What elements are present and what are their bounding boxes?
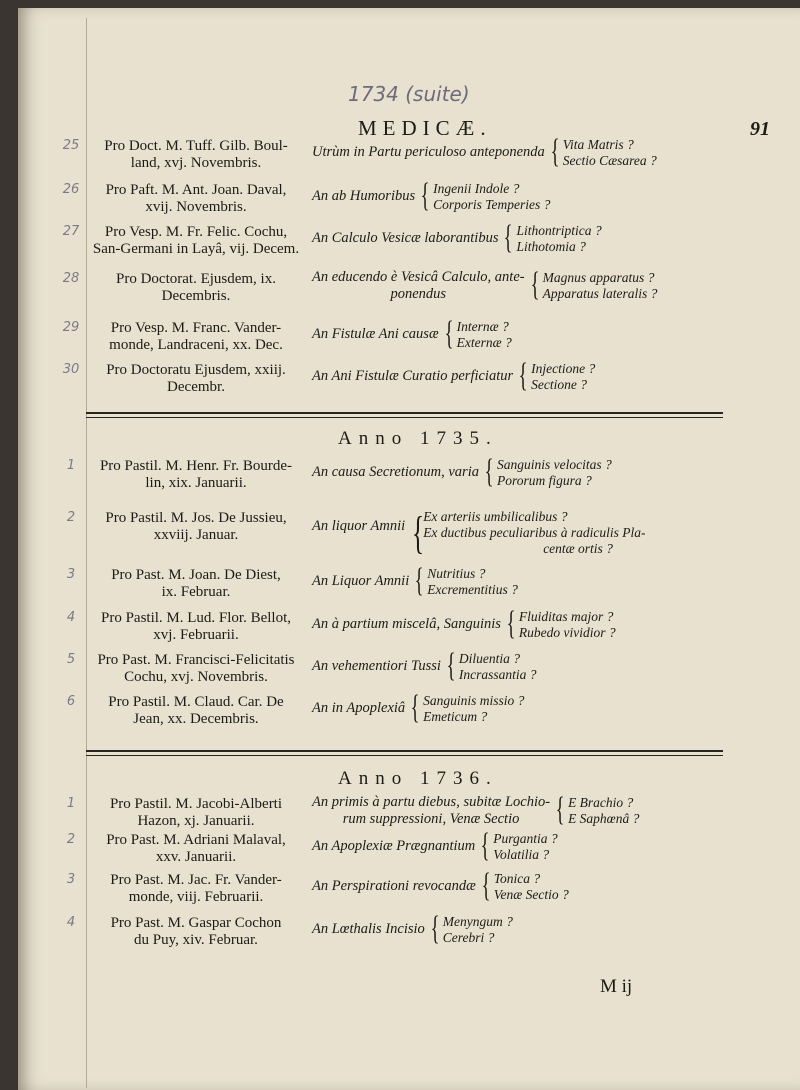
entry-options <box>568 795 639 827</box>
entry-options <box>493 831 557 863</box>
entry-defendant <box>86 510 306 544</box>
option-line: Excrementitius ? <box>427 582 518 597</box>
option-line: Ex arteriis umbilicalibus ? <box>423 509 568 524</box>
question-line: An educendo è Vesicâ Calculo, ante- <box>312 269 525 285</box>
document-page <box>18 8 800 1090</box>
defendant-line: Pro Pastil. M. Henr. Fr. Bourde- <box>99 458 293 474</box>
option-line: Internæ ? <box>456 319 509 334</box>
entry-defendant <box>86 271 306 305</box>
margin-number: 29 <box>62 320 80 335</box>
brace-glyph: { <box>412 507 425 558</box>
option-line: Injectione ? <box>531 361 596 376</box>
entry-row <box>18 689 800 736</box>
entry-options <box>531 361 595 393</box>
brace-glyph: { <box>506 605 516 642</box>
entry-defendant <box>86 182 306 216</box>
question-line: An liquor Amnii <box>312 518 406 534</box>
entry-defendant <box>86 458 306 492</box>
option-line: Nutritius ? <box>427 566 486 581</box>
entry-defendant <box>86 832 306 866</box>
question-line: ponendus <box>390 286 447 302</box>
margin-number: 28 <box>62 271 80 286</box>
option-line: Venæ Sectio ? <box>493 887 569 902</box>
defendant-line: Pro Past. M. Gaspar Cochon <box>110 915 282 931</box>
defendant-line: San-Germani in Layâ, vij. Decem. <box>92 241 300 257</box>
option-line: Incrassantia ? <box>458 667 537 682</box>
question-line: An primis à partu diebus, subitæ Lochio- <box>312 794 551 810</box>
option-line: Pororum figura ? <box>496 473 592 488</box>
option-line: Sectione ? <box>531 377 587 392</box>
defendant-line: Pro Vesp. M. Fr. Felic. Cochu, <box>104 224 288 240</box>
defendant-line: Pro Pastil. M. Claud. Car. De <box>108 694 284 710</box>
entry-defendant <box>86 138 306 172</box>
question-line: An Ani Fistulæ Curatio perficiatur <box>312 368 514 384</box>
question-line: An Fistulæ Ani causæ <box>312 326 439 342</box>
entry-question <box>312 616 501 633</box>
entry-defendant <box>86 362 306 396</box>
entry-options <box>563 137 657 169</box>
entry-row <box>18 562 800 609</box>
entry-options <box>519 609 616 641</box>
option-line: E Saphœnâ ? <box>568 811 640 826</box>
defendant-line: Pro Paft. M. Ant. Joan. Daval, <box>105 182 287 198</box>
brace-glyph: { <box>444 315 454 352</box>
entry-options <box>443 914 513 946</box>
entry-options <box>497 457 612 489</box>
margin-number: 26 <box>62 182 80 197</box>
margin-number: 6 <box>66 694 76 709</box>
brace-glyph: { <box>504 219 514 256</box>
question-line: An Perspirationi revocandæ <box>312 878 476 894</box>
margin-number: 4 <box>66 610 76 625</box>
margin-number: 1 <box>66 458 76 473</box>
option-line: Tonica ? <box>493 871 541 886</box>
entry-row <box>18 219 800 266</box>
defendant-line: Decembr. <box>167 379 225 395</box>
page-header-title: MEDICÆ. <box>358 116 492 140</box>
defendant-line: xvij. Novembris. <box>145 199 247 215</box>
brace-glyph: { <box>481 867 491 904</box>
year-heading: Anno 1735. <box>338 428 498 449</box>
question-line: An à partium miscelâ, Sanguinis <box>312 616 501 632</box>
entry-options <box>427 566 518 598</box>
entry-question <box>312 700 405 717</box>
entry-question <box>312 658 441 675</box>
defendant-line: Pro Doctorat. Ejusdem, ix. <box>116 271 276 287</box>
margin-number: 2 <box>66 832 76 847</box>
entry-question <box>312 230 498 247</box>
margin-number: 2 <box>66 510 76 525</box>
entry-row <box>18 910 800 957</box>
entry-row <box>18 315 800 362</box>
entry-defendant <box>86 610 306 644</box>
page-number: 91 <box>750 118 770 140</box>
defendant-line: Pro Past. M. Joan. De Diest, <box>111 567 281 583</box>
defendant-line: xvj. Februarii. <box>153 627 239 643</box>
margin-number: 4 <box>66 915 76 930</box>
entry-question <box>312 518 405 535</box>
entry-question <box>312 144 545 161</box>
entry-options <box>433 181 550 213</box>
brace-glyph: { <box>414 562 424 599</box>
brace-glyph: { <box>550 133 560 170</box>
question-line: An Apoplexiæ Prægnantium <box>312 838 476 854</box>
entry-options <box>423 509 645 557</box>
entry-defendant <box>86 567 306 601</box>
margin-number: 3 <box>66 872 76 887</box>
brace-glyph: { <box>430 910 440 947</box>
defendant-line: Pro Past. M. Adriani Malaval, <box>106 832 286 848</box>
margin-number: 27 <box>62 224 80 239</box>
year-heading: Anno 1736. <box>338 768 498 789</box>
defendant-line: Pro Past. M. Francisci-Felicitatis <box>97 652 295 668</box>
defendant-line: lin, xix. Januarii. <box>145 475 247 491</box>
defendant-line: Pro Doct. M. Tuff. Gilb. Boul- <box>104 138 288 154</box>
handwritten-annotation: 1734 (suite) <box>348 82 470 106</box>
brace-glyph: { <box>555 791 565 828</box>
entry-row <box>18 177 800 224</box>
option-line: Sanguinis missio ? <box>423 693 525 708</box>
question-line: rum suppressioni, Venæ Sectio <box>342 811 520 827</box>
entry-options <box>459 651 537 683</box>
brace-glyph: { <box>420 177 430 214</box>
option-line: Lithotomia ? <box>516 239 586 254</box>
entry-options <box>423 693 524 725</box>
entry-defendant <box>86 796 306 830</box>
defendant-line: Pro Doctoratu Ejusdem, xxiij. <box>106 362 286 378</box>
option-line: centæ ortis ? <box>543 541 613 556</box>
option-line: Emeticum ? <box>423 709 488 724</box>
question-line: An in Apoplexiâ <box>312 700 406 716</box>
entry-question <box>312 921 425 938</box>
entry-question <box>312 794 550 828</box>
margin-number: 1 <box>66 796 76 811</box>
brace-glyph: { <box>410 689 420 726</box>
option-line: Sanguinis velocitas ? <box>496 457 612 472</box>
entry-question <box>312 573 409 590</box>
entry-row <box>18 827 800 874</box>
defendant-line: monde, Landraceni, xx. Dec. <box>109 337 283 353</box>
entry-question <box>312 878 476 895</box>
entry-row <box>18 266 800 313</box>
entry-defendant <box>86 872 306 906</box>
signature-mark: M ij <box>600 976 633 997</box>
question-line: An Calculo Vesicæ laborantibus <box>312 230 499 246</box>
option-line: Apparatus lateralis ? <box>542 286 658 301</box>
defendant-line: Pro Vesp. M. Franc. Vander- <box>110 320 282 336</box>
defendant-line: ix. Februar. <box>161 584 231 600</box>
question-line: Utrùm in Partu periculoso anteponenda <box>312 144 545 160</box>
entry-defendant <box>86 320 306 354</box>
entry-question <box>312 464 479 481</box>
section-rule <box>86 750 723 756</box>
defendant-line: xxv. Januarii. <box>155 849 237 865</box>
defendant-line: monde, viij. Februarii. <box>128 889 264 905</box>
entry-options <box>494 871 569 903</box>
defendant-line: land, xvj. Novembris. <box>130 155 262 171</box>
margin-number: 5 <box>66 652 76 667</box>
margin-number: 3 <box>66 567 76 582</box>
defendant-line: Pro Pastil. M. Lud. Flor. Bellot, <box>100 610 292 626</box>
option-line: Ingenii Indole ? <box>433 181 520 196</box>
defendant-line: Pro Pastil. M. Jos. De Jussieu, <box>105 510 287 526</box>
question-line: An Liquor Amnii <box>312 573 410 589</box>
entry-options <box>457 319 512 351</box>
margin-number: 30 <box>62 362 80 377</box>
brace-glyph: { <box>484 453 494 490</box>
entry-question <box>312 188 415 205</box>
brace-glyph: { <box>530 266 540 303</box>
option-line: Rubedo vividior ? <box>518 625 616 640</box>
option-line: Corporis Temperies ? <box>433 197 551 212</box>
option-line: Vita Matris ? <box>562 137 634 152</box>
entry-defendant <box>86 915 306 949</box>
entry-question <box>312 838 475 855</box>
option-line: Externæ ? <box>456 335 512 350</box>
defendant-line: Hazon, xj. Januarii. <box>137 813 255 829</box>
brace-glyph: { <box>446 647 456 684</box>
question-line: An causa Secretionum, varia <box>312 464 479 480</box>
entry-defendant <box>86 694 306 728</box>
option-line: Lithontriptica ? <box>516 223 602 238</box>
question-line: An Lœthalis Incisio <box>312 921 425 937</box>
entry-row <box>18 357 800 404</box>
option-line: Magnus apparatus ? <box>542 270 655 285</box>
option-line: Sectio Cæsarea ? <box>562 153 657 168</box>
defendant-line: Cochu, xvj. Novembris. <box>124 669 268 685</box>
entry-defendant <box>86 224 306 258</box>
option-line: Fluiditas major ? <box>518 609 614 624</box>
section-rule <box>86 412 723 418</box>
option-line: Menyngum ? <box>442 914 513 929</box>
entry-row <box>18 453 800 500</box>
defendant-line: Jean, xx. Decembris. <box>133 711 259 727</box>
defendant-line: du Puy, xiv. Februar. <box>134 932 258 948</box>
defendant-line: Pro Past. M. Jac. Fr. Vander- <box>110 872 282 888</box>
entry-question <box>312 326 439 343</box>
option-line: Cerebri ? <box>442 930 495 945</box>
entry-options <box>543 270 658 302</box>
entry-row <box>18 647 800 694</box>
question-line: An vehementiori Tussi <box>312 658 441 674</box>
defendant-line: Decembris. <box>161 288 231 304</box>
entry-options <box>516 223 601 255</box>
entry-defendant <box>86 652 306 686</box>
option-line: E Brachio ? <box>568 795 634 810</box>
entry-question <box>312 269 525 303</box>
brace-glyph: { <box>518 357 528 394</box>
option-line: Purgantia ? <box>493 831 558 846</box>
brace-glyph: { <box>480 827 490 864</box>
option-line: Ex ductibus peculiaribus à radiculis Pla- <box>423 525 646 540</box>
option-line: Volatilia ? <box>493 847 550 862</box>
entry-question <box>312 368 513 385</box>
margin-number: 25 <box>62 138 80 153</box>
entry-row <box>18 867 800 914</box>
option-line: Diluentia ? <box>458 651 521 666</box>
defendant-line: xxviij. Januar. <box>153 527 239 543</box>
defendant-line: Pro Pastil. M. Jacobi-Alberti <box>109 796 283 812</box>
entry-row <box>18 605 800 652</box>
entry-row <box>18 133 800 180</box>
question-line: An ab Humoribus <box>312 188 416 204</box>
entry-row <box>18 507 800 558</box>
